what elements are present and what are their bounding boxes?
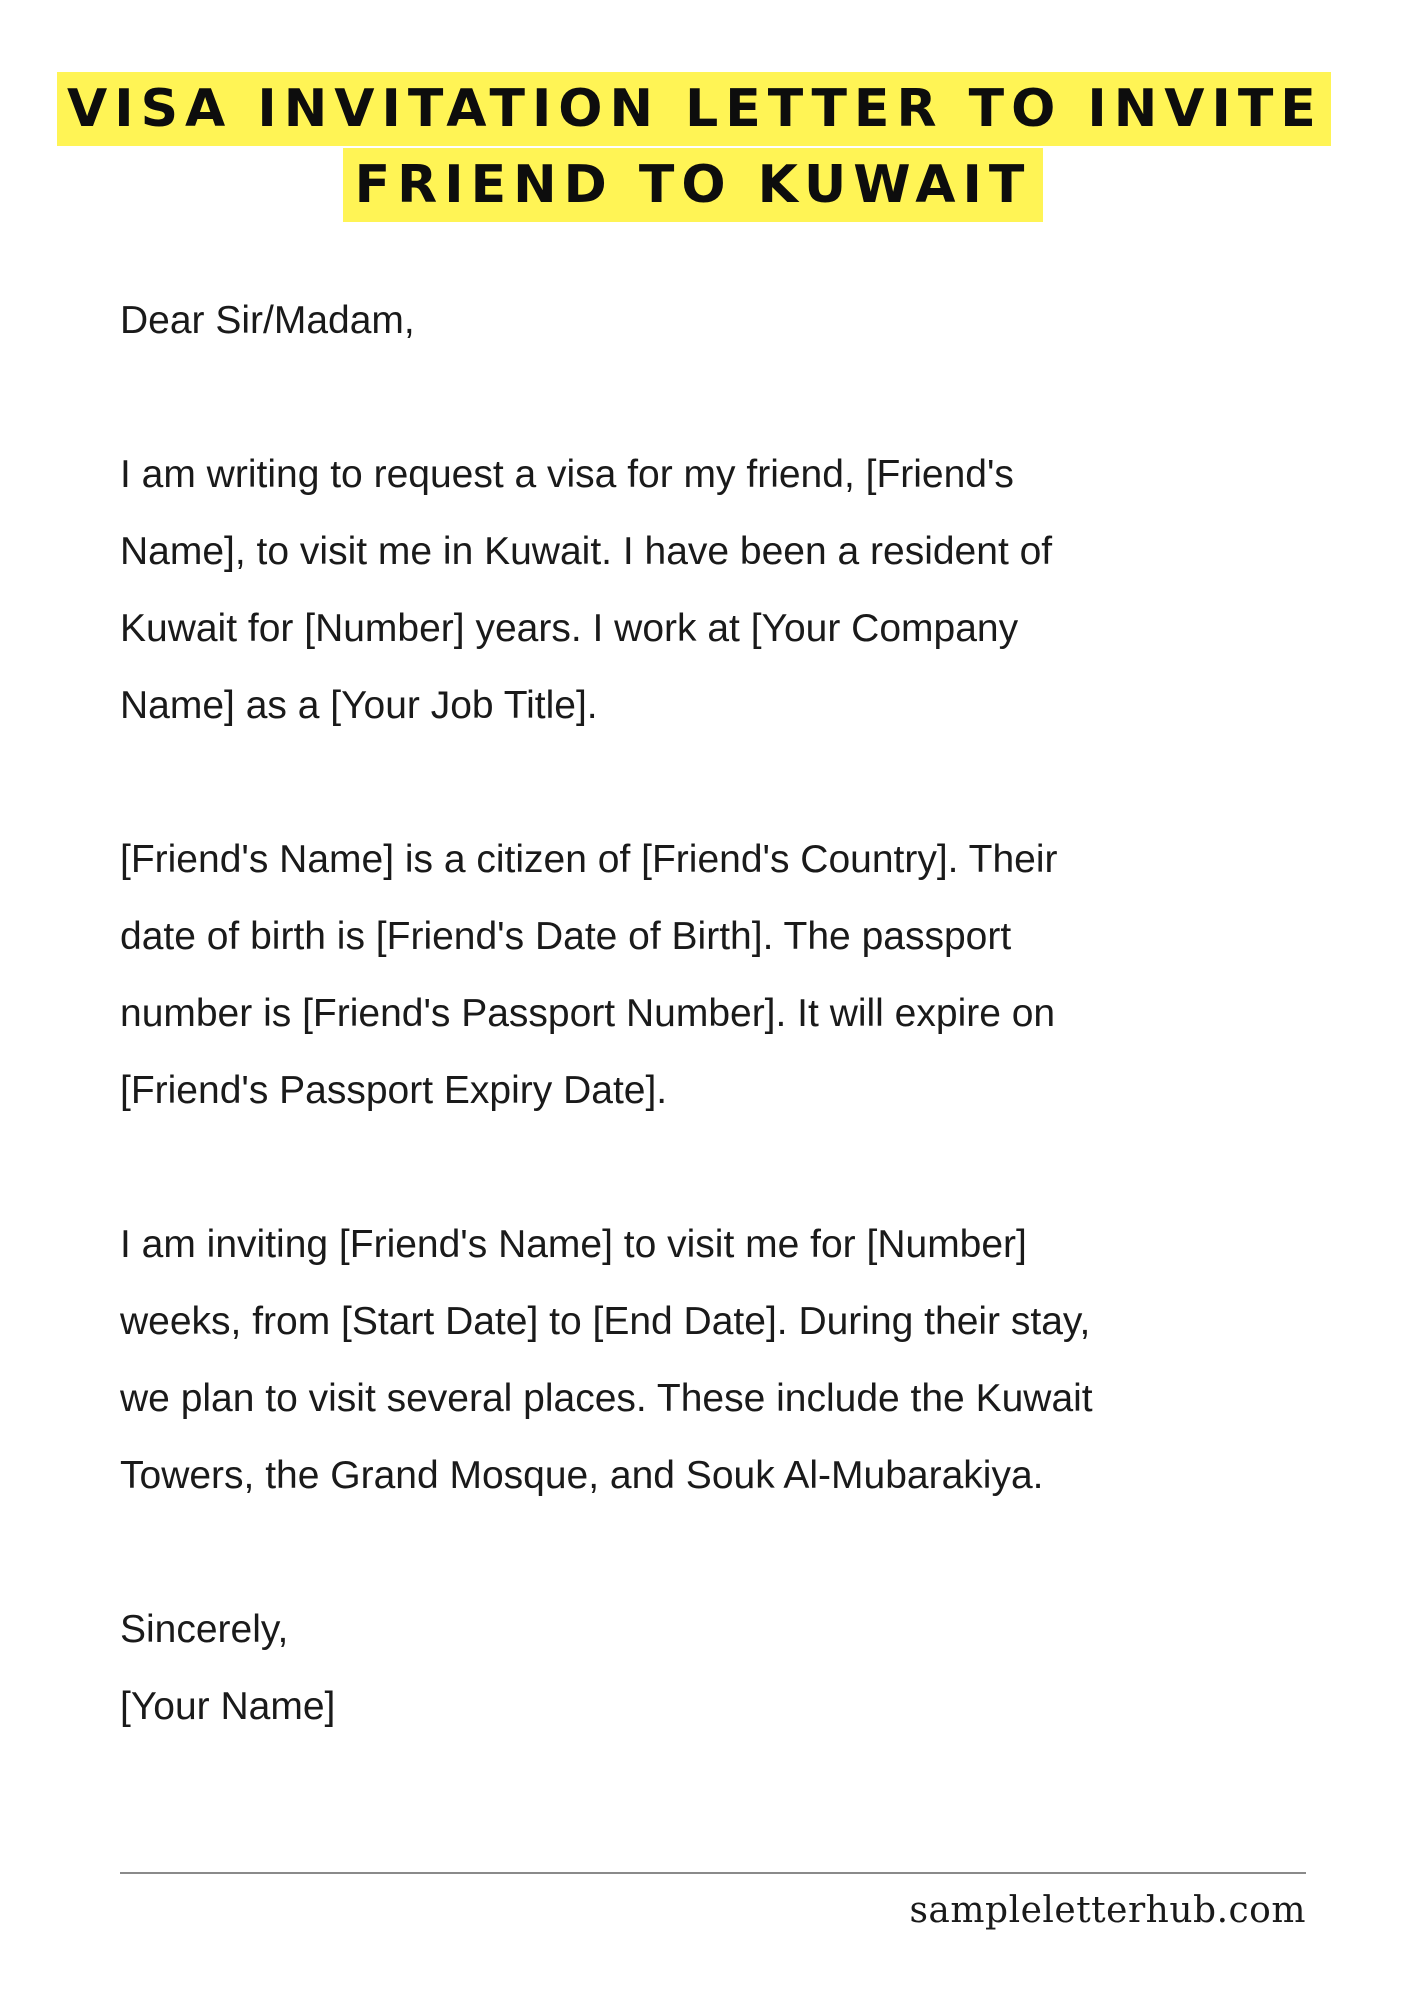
paragraph-gap [120, 1514, 1360, 1591]
paragraph-3 [120, 1206, 1360, 1514]
signature: [Your Name] [120, 1685, 336, 1728]
paragraph-line: weeks, from [Start Date] to [End Date]. During their stay, [120, 1300, 1091, 1343]
paragraph-gap [120, 744, 1360, 821]
paragraph-line: Name], to visit me in Kuwait. I have been a resident of [120, 530, 1053, 573]
paragraph-gap [120, 1129, 1360, 1206]
footer-website: sampleletterhub.com [909, 1890, 1306, 1931]
paragraph-line: I am writing to request a visa for my friend, [Friend's [120, 453, 1014, 496]
letter-body [120, 282, 1360, 1745]
paragraph-line: Name] as a [Your Job Title]. [120, 684, 598, 727]
paragraph-line: date of birth is [Friend's Date of Birth]. The passport [120, 915, 1012, 958]
paragraph-line: Towers, the Grand Mosque, and Souk Al-Mubarakiya. [120, 1454, 1044, 1497]
paragraph-line: [Friend's Name] is a citizen of [Friend's Country]. Their [120, 838, 1058, 881]
title-line-1: VISA INVITATION LETTER TO INVITE [57, 72, 1331, 146]
paragraph-line: number is [Friend's Passport Number]. It will expire on [120, 992, 1056, 1035]
paragraph-1 [120, 436, 1360, 744]
footer-divider [120, 1872, 1306, 1874]
closing: Sincerely, [120, 1608, 289, 1651]
paragraph-gap [120, 359, 1360, 436]
title-line-2: FRIEND TO KUWAIT [343, 148, 1043, 222]
paragraph-line: Kuwait for [Number] years. I work at [Your Company [120, 607, 1019, 650]
paragraph-2 [120, 821, 1360, 1129]
paragraph-line: we plan to visit several places. These include the Kuwait [120, 1377, 1093, 1420]
salutation: Dear Sir/Madam, [120, 299, 415, 342]
paragraph-line: I am inviting [Friend's Name] to visit me for [Number] [120, 1223, 1027, 1266]
paragraph-line: [Friend's Passport Expiry Date]. [120, 1069, 668, 1112]
